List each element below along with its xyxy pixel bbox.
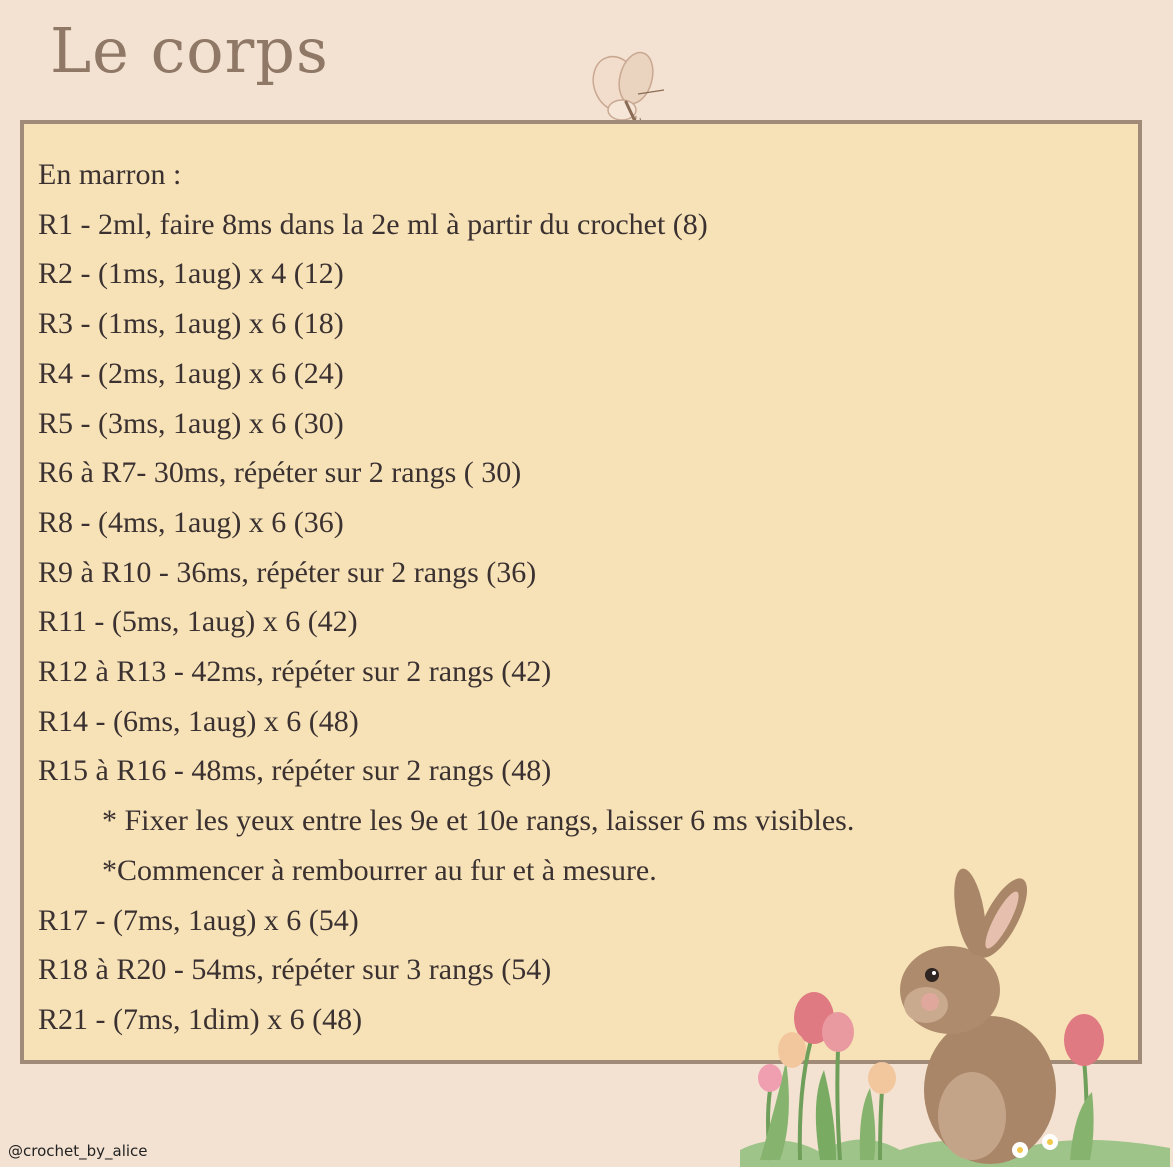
instruction-line: R15 à R16 - 48ms, répéter sur 2 rangs (48) <box>38 754 552 788</box>
instruction-line: R8 - (4ms, 1aug) x 6 (36) <box>38 505 344 539</box>
instruction-line: R12 à R13 - 42ms, répéter sur 2 rangs (42) <box>38 655 552 689</box>
instruction-line: En marron : <box>38 158 182 191</box>
author-credit: @crochet_by_alice <box>8 1142 148 1160</box>
instruction-line: R5 - (3ms, 1aug) x 6 (30) <box>38 406 344 440</box>
instruction-line: R1 - 2ml, faire 8ms dans la 2e ml à partir du crochet (8) <box>38 207 708 241</box>
instruction-line: R11 - (5ms, 1aug) x 6 (42) <box>38 605 358 639</box>
instruction-note: *Commencer à rembourrer au fur et à mesure. <box>102 853 657 887</box>
instruction-line: R2 - (1ms, 1aug) x 4 (12) <box>38 257 344 291</box>
instruction-line: R3 - (1ms, 1aug) x 6 (18) <box>38 307 344 341</box>
page-title: Le corps <box>50 14 329 87</box>
instruction-line: R4 - (2ms, 1aug) x 6 (24) <box>38 356 344 390</box>
instruction-line: R6 à R7- 30ms, répéter sur 2 rangs ( 30) <box>38 456 522 490</box>
instruction-line: R14 - (6ms, 1aug) x 6 (48) <box>38 704 359 738</box>
instruction-note: * Fixer les yeux entre les 9e et 10e rangs, laisser 6 ms visibles. <box>102 804 855 838</box>
instruction-line: R17 - (7ms, 1aug) x 6 (54) <box>38 903 359 937</box>
instruction-line: R9 à R10 - 36ms, répéter sur 2 rangs (36) <box>38 555 537 589</box>
bunny-tulips-illustration <box>740 860 1170 1167</box>
instruction-line: R18 à R20 - 54ms, répéter sur 3 rangs (54) <box>38 953 552 987</box>
instruction-line: R21 - (7ms, 1dim) x 6 (48) <box>38 1002 363 1036</box>
